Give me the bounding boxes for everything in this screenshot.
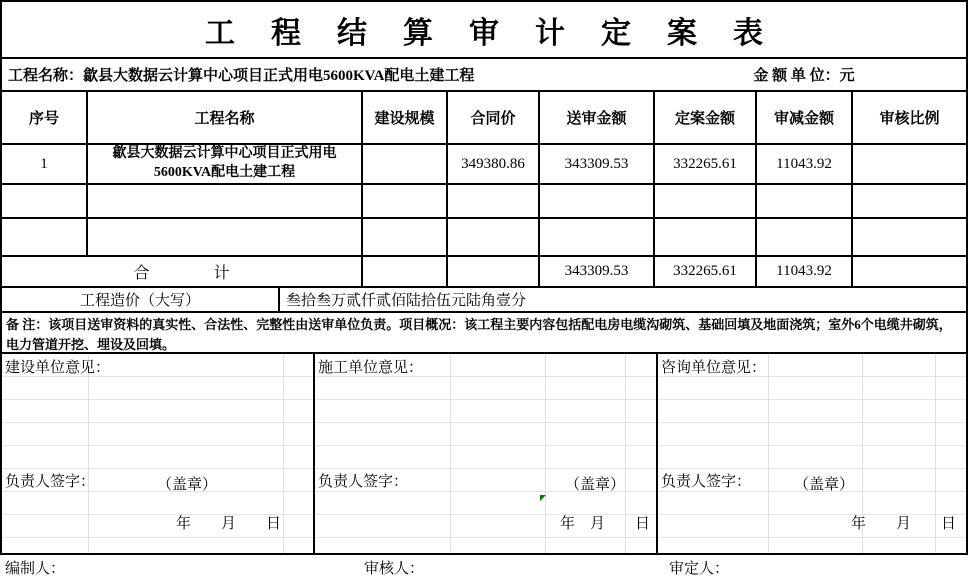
project-name-label: 工程名称： [8,68,84,84]
total-finalized-amount: 332265.61 [655,257,757,286]
header-seq: 序号 [2,92,88,143]
cell-review-ratio [853,219,966,255]
cell-review-ratio [853,145,966,183]
approver-label: 审定人： [669,561,730,576]
header-submitted-amount: 送审金额 [540,92,655,143]
project-name-line [2,64,474,85]
sign-label: 负责人签字： [318,474,409,490]
date-line: 年 月 日 [175,516,281,532]
consultant-unit-opinion-label: 咨询单位意见： [661,360,767,376]
table-header-row [2,92,966,145]
cell-contract-price [448,219,540,255]
cell-finalized-amount [655,185,757,217]
construction-unit-opinion-label: 建设单位意见： [5,360,111,376]
cell-finalized-amount: 332265.61 [655,145,757,183]
cell-submitted-amount [540,185,655,217]
total-review-ratio [853,257,966,286]
remark-text: 备 注：该项目送审资料的真实性、合法性、完整性由送审单位负责。项目概况：该工程主要内容包括配电房电缆沟砌筑、基础回填及地面浇筑；室外6个电缆井砌筑，电力管道开挖、埋设及回填。 [6,317,952,352]
page-title: 工程结算审计定案表 [205,16,799,50]
faint-gridline [450,354,451,553]
cost-in-words-row [2,288,966,313]
faint-gridline [283,354,284,553]
date-line: 年 月 日 [559,516,650,532]
cell-scale [363,219,448,255]
cell-finalized-amount [655,219,757,255]
total-reduced-amount: 11043.92 [757,257,853,286]
total-label: 合 计 [2,257,363,286]
table-row [2,219,966,257]
cell-seq [2,185,88,217]
header-review-ratio: 审核比例 [879,111,940,127]
total-submitted-amount: 343309.53 [540,257,655,286]
faint-gridline [88,354,89,553]
seal-label: （盖章） [565,477,626,493]
faint-gridline [768,354,769,553]
header-project-name: 工程名称 [88,92,363,143]
header-contract-price: 合同价 [448,92,540,143]
faint-gridline [545,354,546,553]
cell-scale [363,145,448,183]
cost-in-words-label: 工程造价（大写） [2,288,280,311]
header-scale: 建设规模 [363,92,448,143]
project-name-value: 歙县大数据云计算中心项目正式用电5600KVA配电土建工程 [83,68,475,84]
seal-label: （盖章） [157,477,218,493]
title-row [2,2,966,59]
project-row [2,59,966,92]
cell-contract-price [448,185,540,217]
cell-seq: 1 [2,145,88,183]
cost-in-words-value: 叁拾叁万贰仟贰佰陆拾伍元陆角壹分 [286,293,527,309]
creator-label: 编制人： [5,561,66,576]
cell-reduced-amount [757,185,853,217]
cell-project-name [88,219,363,255]
header-finalized-amount: 定案金额 [655,92,757,143]
seal-label: （盖章） [794,477,855,493]
cell-submitted-amount [540,219,655,255]
reviewer-label: 审核人： [364,561,425,576]
cell-scale [363,185,448,217]
cell-contract-price: 349380.86 [448,145,540,183]
date-line: 年 月 日 [850,516,956,532]
consultant-unit-opinion-box [658,354,966,553]
opinion-row [2,354,966,553]
header-reduced-amount: 审减金额 [757,92,853,143]
cell-reduced-amount [757,219,853,255]
contractor-unit-opinion-box [315,354,658,553]
table-row [2,185,966,219]
cell-seq [2,219,88,255]
total-row [2,257,966,288]
construction-unit-opinion-box [2,354,315,553]
sign-label: 负责人签字： [661,474,752,490]
contractor-unit-opinion-label: 施工单位意见： [318,360,424,376]
cell-review-ratio [853,185,966,217]
table-row [2,145,966,185]
cell-submitted-amount: 343309.53 [540,145,655,183]
total-contract-price [448,257,540,286]
amount-unit-label: 金 额 单 位：元 [753,68,855,84]
footer-strip [0,555,968,576]
cell-project-name: 歙县大数据云计算中心项目正式用电5600KVA配电土建工程 [88,145,363,183]
total-scale [363,257,448,286]
sign-label: 负责人签字： [5,474,96,490]
remark-row [2,313,966,354]
cell-project-name [88,185,363,217]
cell-reduced-amount: 11043.92 [757,145,853,183]
excel-error-flag-icon [540,495,546,501]
